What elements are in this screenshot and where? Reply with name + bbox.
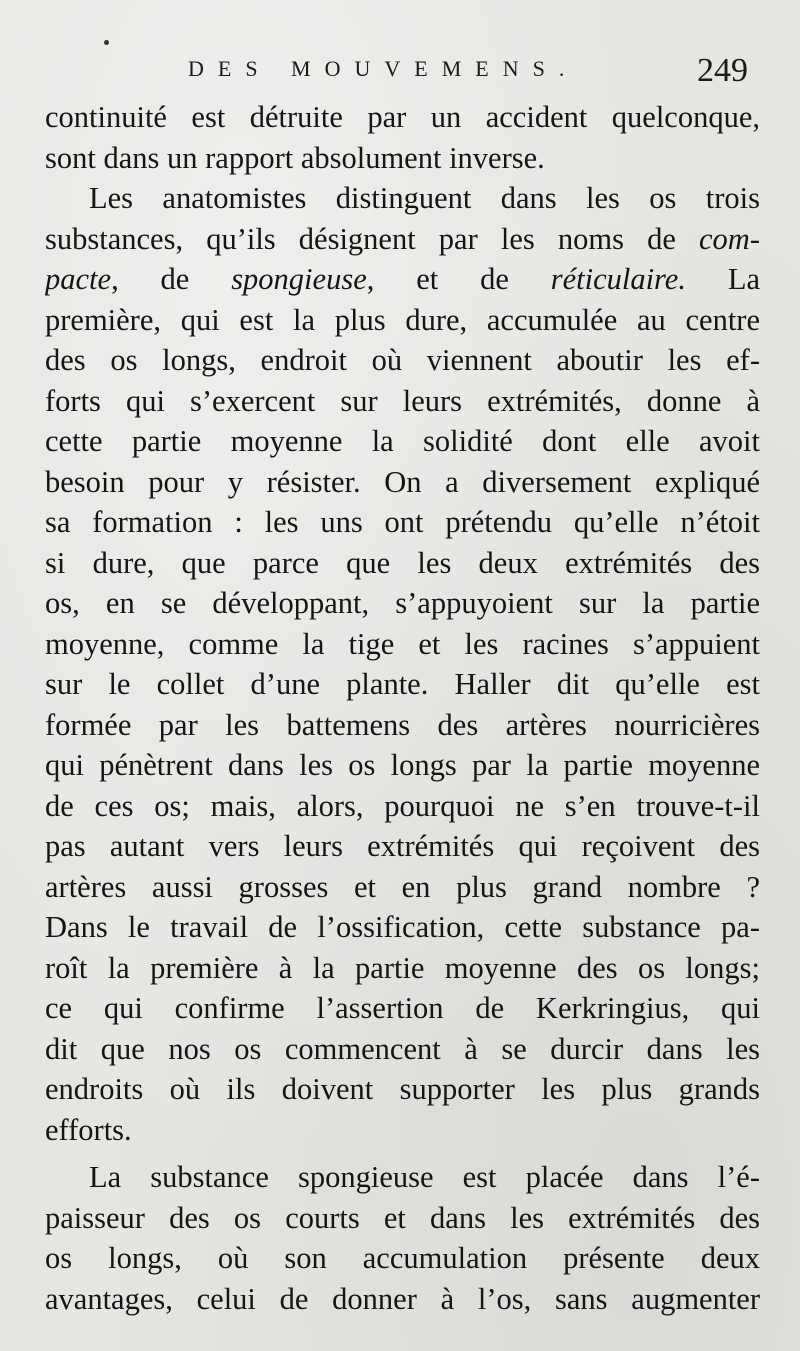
italic-term: com-: [699, 221, 760, 256]
text-line: moyenne, comme la tige et les racines s’appuient: [45, 626, 760, 661]
text-run: substances, qu’ils désignent par les noms de: [45, 221, 700, 256]
paragraph-gap: [45, 1150, 760, 1157]
text-line: des os longs, endroit où viennent aboutir les ef-: [45, 343, 760, 377]
text-line: sa formation : les uns ont prétendu qu’elle n’étoit: [45, 505, 760, 539]
paragraph-first-line: La substance spongieuse est placée dans l’é-: [89, 1160, 760, 1194]
text-line: ce qui confirme l’assertion de Kerkringius, qui: [45, 991, 760, 1025]
ink-speck: [104, 40, 109, 45]
text-line: os, en se développant, s’appuyoient sur la partie: [45, 586, 760, 620]
text-line: si dure, que parce que les deux extrémités des: [45, 545, 760, 580]
italic-term: pacte: [45, 262, 112, 296]
text-line: première, qui est la plus dure, accumulée au centre: [45, 302, 760, 337]
text-line: sont dans un rapport absolument inverse.: [45, 140, 545, 175]
paragraph-first-line: Les anatomistes distinguent dans les os trois: [89, 181, 760, 215]
text-line: avantages, celui de donner à l’os, sans augmenter: [45, 1281, 760, 1316]
text-run: La: [685, 262, 760, 296]
text-line: artères aussi grosses et en plus grand nombre ?: [45, 869, 760, 904]
italic-term: spongieuse: [231, 262, 367, 296]
text-line: qui pénètrent dans les os longs par la partie moyenne: [45, 748, 760, 782]
text-line: [45, 259, 760, 300]
text-line: cette partie moyenne la solidité dont elle avoit: [45, 424, 760, 458]
text-line: sur le collet d’une plante. Haller dit qu’elle est: [45, 667, 760, 701]
text-run: , de: [111, 262, 232, 296]
text-line: formée par les battemens des artères nourricières: [45, 707, 760, 742]
text-line: dit que nos os commencent à se durcir dans les: [45, 1031, 760, 1066]
text-run: , et de: [366, 262, 551, 296]
text-line: os longs, où son accumulation présente deux: [45, 1241, 760, 1275]
body-text: [45, 97, 760, 1319]
page-number: 249: [697, 52, 748, 89]
text-line: [45, 219, 760, 260]
text-line: paisseur des os courts et dans les extrémités des: [45, 1200, 760, 1235]
italic-term: réticulaire.: [550, 262, 686, 296]
text-line: endroits où ils doivent supporter les plus grands: [45, 1072, 760, 1106]
text-line: pas autant vers leurs extrémités qui reçoivent des: [45, 829, 760, 863]
text-line: forts qui s’exercent sur leurs extrémités, donne à: [45, 383, 760, 418]
text-line: roît la première à la partie moyenne des os longs;: [45, 950, 760, 985]
running-title: DES MOUVEMENS.: [188, 56, 579, 81]
text-line: continuité est détruite par un accident quelconque,: [45, 100, 760, 134]
text-line: Dans le travail de l’ossification, cette substance pa-: [45, 910, 760, 944]
text-line: efforts.: [45, 1112, 132, 1147]
text-line: de ces os; mais, alors, pourquoi ne s’en trouve-t-il: [45, 788, 760, 823]
text-line: besoin pour y résister. On a diversement expliqué: [45, 464, 760, 499]
